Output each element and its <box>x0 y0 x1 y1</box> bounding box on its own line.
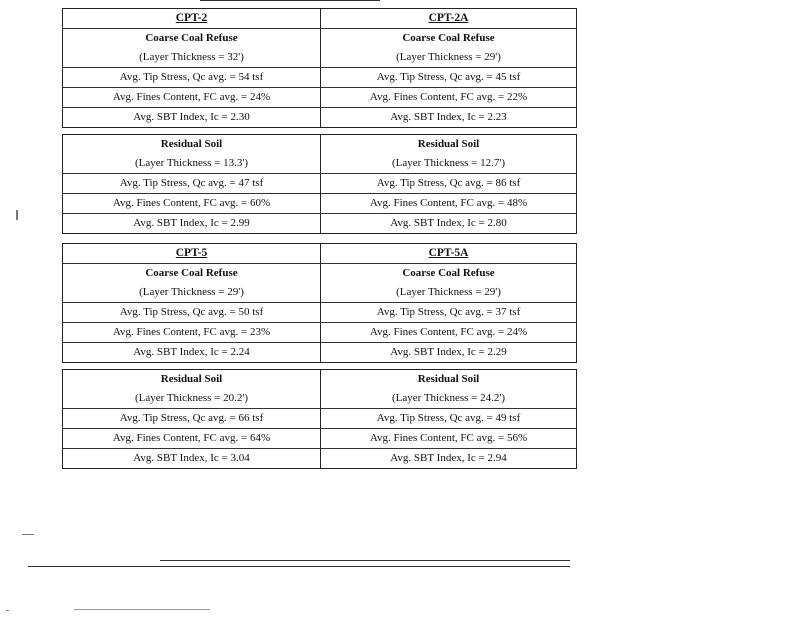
cpt-5-refuse-block <box>62 243 577 363</box>
margin-mark <box>22 534 34 535</box>
sbt-index: Avg. SBT Index, Ic = 2.23 <box>390 111 507 123</box>
cpt-2-residual-block <box>62 134 577 234</box>
cpt-5a-column <box>320 244 577 362</box>
cpt-2a-column <box>320 9 577 127</box>
cpt-2-residual-column <box>63 135 320 233</box>
cpt-header: CPT-5 <box>63 244 320 264</box>
tip-stress: Avg. Tip Stress, Qc avg. = 45 tsf <box>321 68 576 88</box>
cpt-header: CPT-5A <box>321 244 576 264</box>
cpt-2a-residual-column <box>320 135 577 233</box>
sbt-index: Avg. SBT Index, Ic = 2.80 <box>390 217 507 229</box>
bottom-faint-rule <box>74 609 210 610</box>
sbt-index: Avg. SBT Index, Ic = 2.94 <box>390 452 507 464</box>
tip-stress: Avg. Tip Stress, Qc avg. = 86 tsf <box>321 174 576 194</box>
sbt-index: Avg. SBT Index, Ic = 2.24 <box>133 346 250 358</box>
tip-stress: Avg. Tip Stress, Qc avg. = 49 tsf <box>321 409 576 429</box>
material-name: Residual Soil <box>160 138 223 150</box>
fines-content: Avg. Fines Content, FC avg. = 48% <box>321 194 576 214</box>
footer-rule-upper <box>160 560 570 561</box>
layer-thickness: (Layer Thickness = 29') <box>63 283 320 303</box>
tip-stress: Avg. Tip Stress, Qc avg. = 66 tsf <box>63 409 320 429</box>
top-edge-rule <box>200 0 380 1</box>
material-name: Coarse Coal Refuse <box>402 32 495 44</box>
margin-mark <box>6 610 9 611</box>
material-name: Residual Soil <box>417 138 480 150</box>
cpt-5a-residual-column <box>320 370 577 468</box>
sbt-index: Avg. SBT Index, Ic = 3.04 <box>133 452 250 464</box>
material-name: Residual Soil <box>160 373 223 385</box>
cpt-5-residual-block <box>62 369 577 469</box>
cpt-header: CPT-2 <box>63 9 320 29</box>
fines-content: Avg. Fines Content, FC avg. = 24% <box>63 88 320 108</box>
tip-stress: Avg. Tip Stress, Qc avg. = 54 tsf <box>63 68 320 88</box>
layer-thickness: (Layer Thickness = 29') <box>321 48 576 68</box>
tip-stress: Avg. Tip Stress, Qc avg. = 37 tsf <box>321 303 576 323</box>
cpt-5-residual-column <box>63 370 320 468</box>
material-name: Coarse Coal Refuse <box>145 32 238 44</box>
layer-thickness: (Layer Thickness = 24.2') <box>321 389 576 409</box>
layer-thickness: (Layer Thickness = 13.3') <box>63 154 320 174</box>
cpt-header: CPT-2A <box>321 9 576 29</box>
margin-mark <box>16 210 18 220</box>
layer-thickness: (Layer Thickness = 20.2') <box>63 389 320 409</box>
layer-thickness: (Layer Thickness = 12.7') <box>321 154 576 174</box>
sbt-index: Avg. SBT Index, Ic = 2.30 <box>133 111 250 123</box>
fines-content: Avg. Fines Content, FC avg. = 22% <box>321 88 576 108</box>
fines-content: Avg. Fines Content, FC avg. = 60% <box>63 194 320 214</box>
fines-content: Avg. Fines Content, FC avg. = 56% <box>321 429 576 449</box>
fines-content: Avg. Fines Content, FC avg. = 23% <box>63 323 320 343</box>
material-name: Coarse Coal Refuse <box>145 267 238 279</box>
layer-thickness: (Layer Thickness = 32') <box>63 48 320 68</box>
layer-thickness: (Layer Thickness = 29') <box>321 283 576 303</box>
tip-stress: Avg. Tip Stress, Qc avg. = 50 tsf <box>63 303 320 323</box>
fines-content: Avg. Fines Content, FC avg. = 24% <box>321 323 576 343</box>
material-name: Residual Soil <box>417 373 480 385</box>
cpt-2-column <box>63 9 320 127</box>
cpt-2-refuse-block <box>62 8 577 128</box>
footer-rule-lower <box>28 566 570 567</box>
fines-content: Avg. Fines Content, FC avg. = 64% <box>63 429 320 449</box>
cpt-5-column <box>63 244 320 362</box>
tip-stress: Avg. Tip Stress, Qc avg. = 47 tsf <box>63 174 320 194</box>
sbt-index: Avg. SBT Index, Ic = 2.99 <box>133 217 250 229</box>
material-name: Coarse Coal Refuse <box>402 267 495 279</box>
sbt-index: Avg. SBT Index, Ic = 2.29 <box>390 346 507 358</box>
